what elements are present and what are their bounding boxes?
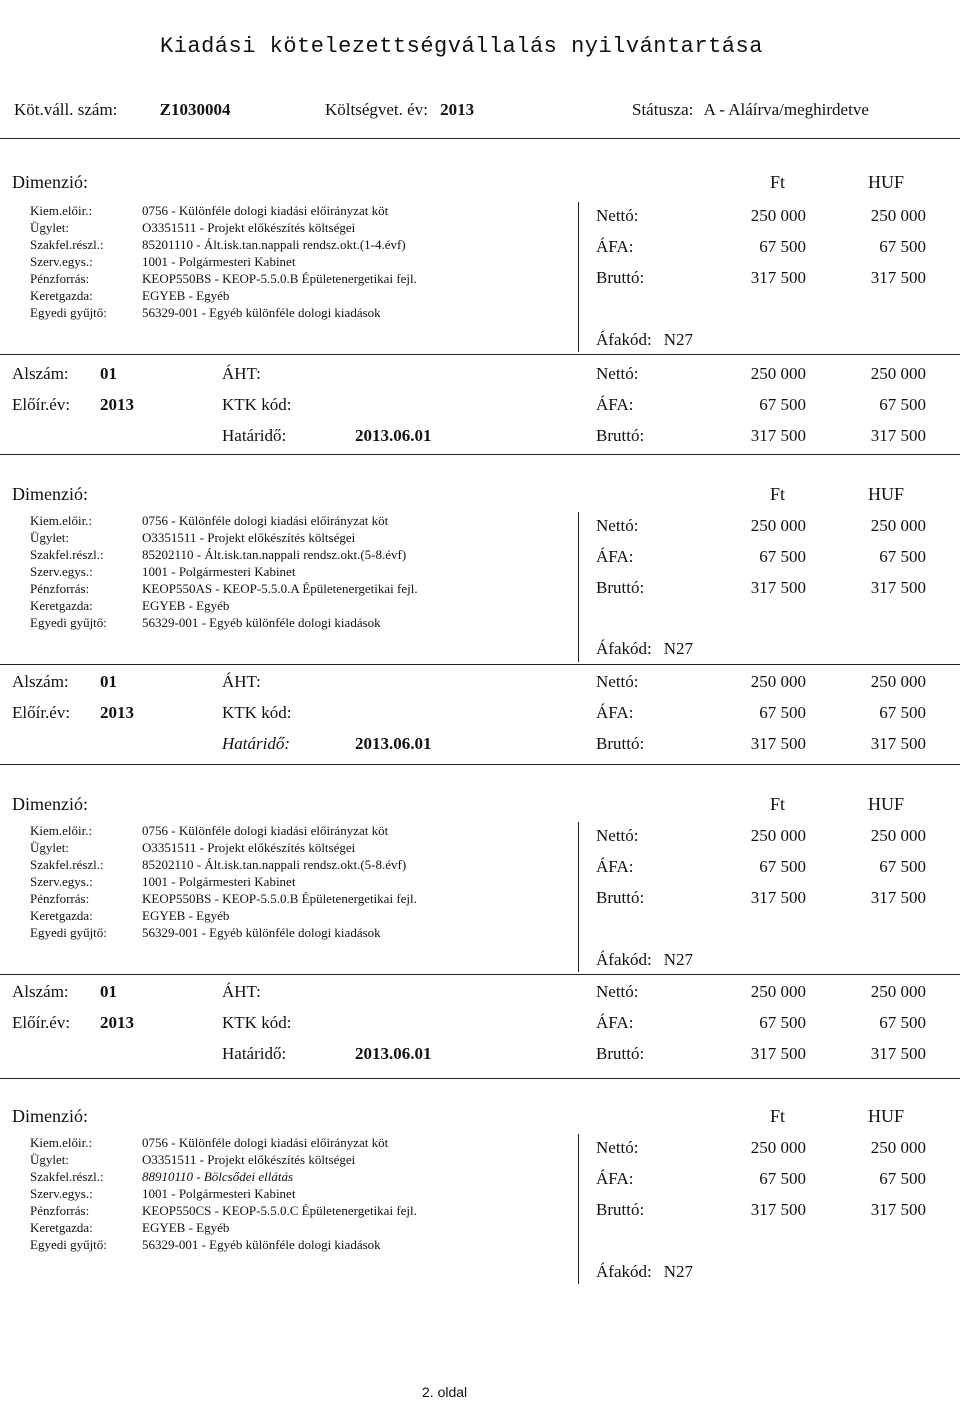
afakod-field xyxy=(596,639,693,659)
field-row-szakfel xyxy=(30,236,417,253)
field-text: 250 000 xyxy=(870,205,926,225)
section-mid-rule xyxy=(0,974,960,975)
field-text: ÁFA: xyxy=(596,1168,634,1188)
field-text: 250 000 xyxy=(870,363,926,383)
field-text: 67 500 xyxy=(879,236,926,256)
field-text: Áfakód: xyxy=(596,639,652,658)
field-row-egyedi xyxy=(30,304,417,321)
ktk-label: KTK kód: xyxy=(222,703,292,722)
field-text: 317 500 xyxy=(870,1199,926,1219)
afakod-field xyxy=(596,950,693,970)
field-text: Egyedi gyűjtő: xyxy=(30,925,107,940)
ft-header: Ft xyxy=(770,1106,786,1126)
field-text: Nettó: xyxy=(596,1137,639,1157)
field-text: 250 000 xyxy=(870,671,926,691)
afa-row xyxy=(596,231,926,262)
afakod-field xyxy=(596,1262,693,1282)
field-text: Bruttó: xyxy=(596,267,645,287)
field-text: Szerv.egys.: xyxy=(30,874,93,889)
hatarido-value: 2013.06.01 xyxy=(355,734,432,753)
field-row-ugylet xyxy=(30,529,418,546)
brutto-row xyxy=(596,572,926,603)
field-text: Keretgazda: xyxy=(30,908,93,923)
field-text: 250 000 xyxy=(870,825,926,845)
field-text: 250 000 xyxy=(750,981,806,1001)
totals-block xyxy=(596,1132,926,1225)
section-divider-line xyxy=(578,512,579,662)
field-text: 317 500 xyxy=(870,577,926,597)
field-text: Szakfel.részl.: xyxy=(30,857,104,872)
netto-row xyxy=(596,200,926,231)
field-text: EGYEB - Egyéb xyxy=(142,1220,230,1235)
field-text: 317 500 xyxy=(750,1199,806,1219)
field-text: 67 500 xyxy=(759,1012,806,1032)
field-row-szakfel xyxy=(30,856,417,873)
field-text: 0756 - Különféle dologi kiadási előirányzat köt xyxy=(142,513,389,528)
field-text: 317 500 xyxy=(750,1043,806,1063)
kotvall-field xyxy=(14,100,231,120)
field-text: Szerv.egys.: xyxy=(30,564,93,579)
field-row-keret xyxy=(30,1219,417,1236)
field-text: Pénzforrás: xyxy=(30,891,90,906)
field-text: KEOP550AS - KEOP-5.5.0.A Épületenergetikai fejl. xyxy=(142,581,418,596)
field-text: Bruttó: xyxy=(596,733,645,753)
field-text: Keretgazda: xyxy=(30,598,93,613)
field-text: Egyedi gyűjtő: xyxy=(30,305,107,320)
field-text: 1001 - Polgármesteri Kabinet xyxy=(142,254,296,269)
field-text: 67 500 xyxy=(879,546,926,566)
field-text: Nettó: xyxy=(596,981,639,1001)
field-text: Szakfel.részl.: xyxy=(30,547,104,562)
field-text: Keretgazda: xyxy=(30,1220,93,1235)
afa-row xyxy=(596,851,926,882)
field-text: Ügylet: xyxy=(30,530,69,545)
field-text: Szerv.egys.: xyxy=(30,1186,93,1201)
field-text: O3351511 - Projekt előkészítés költségei xyxy=(142,840,356,855)
alszam-label: Alszám: xyxy=(12,672,69,691)
eloir-value: 2013 xyxy=(100,395,134,414)
section-divider-line xyxy=(578,202,579,352)
aht-label: ÁHT: xyxy=(222,364,261,383)
totals-block xyxy=(596,510,926,603)
eloir-label: Előír.év: xyxy=(12,1013,71,1032)
page-number: 2. oldal xyxy=(422,1384,468,1400)
field-text: Keretgazda: xyxy=(30,288,93,303)
field-text: Bruttó: xyxy=(596,1199,645,1219)
field-text: Pénzforrás: xyxy=(30,581,90,596)
field-text: Kiem.előir.: xyxy=(30,203,93,218)
field-text: 317 500 xyxy=(870,425,926,445)
field-text: Szakfel.részl.: xyxy=(30,1169,104,1184)
status-label: Státusza: xyxy=(632,100,694,119)
field-text: 1001 - Polgármesteri Kabinet xyxy=(142,1186,296,1201)
field-text: N27 xyxy=(663,639,693,658)
ft-header: Ft xyxy=(770,794,786,814)
field-row-szerv xyxy=(30,873,417,890)
alszam-value: 01 xyxy=(100,982,117,1001)
field-text: 250 000 xyxy=(750,363,806,383)
field-text: 67 500 xyxy=(759,546,806,566)
field-text: 317 500 xyxy=(750,887,806,907)
field-text: Áfakód: xyxy=(596,950,652,969)
field-text: 67 500 xyxy=(879,702,926,722)
eloir-value: 2013 xyxy=(100,703,134,722)
field-text: EGYEB - Egyéb xyxy=(142,908,230,923)
field-text: 0756 - Különféle dologi kiadási előirányzat köt xyxy=(142,823,389,838)
page-title: Kiadási kötelezettségvállalás nyilvántartása xyxy=(160,34,763,59)
field-text: ÁFA: xyxy=(596,394,634,414)
field-text: O3351511 - Projekt előkészítés költségei xyxy=(142,220,356,235)
field-text: Nettó: xyxy=(596,671,639,691)
field-row-penz xyxy=(30,580,418,597)
field-text: 250 000 xyxy=(870,981,926,1001)
field-text: 67 500 xyxy=(759,394,806,414)
field-text: 67 500 xyxy=(879,856,926,876)
hatarido-label: Határidő: xyxy=(222,1044,287,1063)
ktk-label: KTK kód: xyxy=(222,395,292,414)
status-value: A - Aláírva/meghirdetve xyxy=(703,100,869,119)
field-row-ugylet xyxy=(30,219,417,236)
field-text: Nettó: xyxy=(596,515,639,535)
section-mid-rule xyxy=(0,664,960,665)
eloir-value: 2013 xyxy=(100,1013,134,1032)
field-text: 67 500 xyxy=(759,1168,806,1188)
detail-totals xyxy=(596,666,926,759)
field-text: 250 000 xyxy=(870,1137,926,1157)
kotvall-value: Z1030004 xyxy=(159,100,231,119)
field-text: 56329-001 - Egyéb különféle dologi kiadások xyxy=(142,925,381,940)
field-text: 1001 - Polgármesteri Kabinet xyxy=(142,874,296,889)
dimension-fields xyxy=(30,512,418,631)
field-text: Szakfel.részl.: xyxy=(30,237,104,252)
eloir-label: Előír.év: xyxy=(12,703,71,722)
field-text: N27 xyxy=(663,1262,693,1281)
field-text: 67 500 xyxy=(759,236,806,256)
koltsegvet-label: Költségvet. év: xyxy=(325,100,428,119)
field-text: Áfakód: xyxy=(596,330,652,349)
field-text: 85201110 - Ált.isk.tan.nappali rendsz.okt.(1-4.évf) xyxy=(142,237,406,252)
field-text: KEOP550BS - KEOP-5.5.0.B Épületenergetikai fejl. xyxy=(142,891,417,906)
field-text: Ügylet: xyxy=(30,840,69,855)
dimenzio-label: Dimenzió: xyxy=(12,794,88,814)
field-row-keret xyxy=(30,287,417,304)
field-text: Áfakód: xyxy=(596,1262,652,1281)
alszam-label: Alszám: xyxy=(12,982,69,1001)
afa-row xyxy=(596,541,926,572)
field-text: EGYEB - Egyéb xyxy=(142,598,230,613)
brutto-row xyxy=(596,1194,926,1225)
field-row-szerv xyxy=(30,1185,417,1202)
field-text: Bruttó: xyxy=(596,577,645,597)
kotvall-label: Köt.váll. szám: xyxy=(14,100,118,119)
field-text: 317 500 xyxy=(750,577,806,597)
field-text: 56329-001 - Egyéb különféle dologi kiadások xyxy=(142,1237,381,1252)
dimenzio-label: Dimenzió: xyxy=(12,484,88,504)
netto-row xyxy=(596,820,926,851)
field-row-penz xyxy=(30,270,417,287)
field-text: ÁFA: xyxy=(596,1012,634,1032)
field-text: ÁFA: xyxy=(596,546,634,566)
section-end-rule xyxy=(0,454,960,455)
field-text: EGYEB - Egyéb xyxy=(142,288,230,303)
netto-row xyxy=(596,510,926,541)
field-text: 250 000 xyxy=(870,515,926,535)
dimension-fields xyxy=(30,822,417,941)
field-text: Pénzforrás: xyxy=(30,271,90,286)
field-row-keret xyxy=(30,597,418,614)
koltsegvet-field xyxy=(325,100,474,120)
section-end-rule xyxy=(0,764,960,765)
field-text: 317 500 xyxy=(870,733,926,753)
field-row-szakfel xyxy=(30,1168,417,1185)
field-row-kiem xyxy=(30,1134,417,1151)
field-text: 85202110 - Ált.isk.tan.nappali rendsz.okt.(5-8.évf) xyxy=(142,857,407,872)
field-text: Nettó: xyxy=(596,205,639,225)
field-text: Egyedi gyűjtő: xyxy=(30,1237,107,1252)
dimenzio-label: Dimenzió: xyxy=(12,1106,88,1126)
field-text: Nettó: xyxy=(596,363,639,383)
section-divider-line xyxy=(578,1134,579,1284)
field-text: 317 500 xyxy=(870,267,926,287)
field-text: Kiem.előir.: xyxy=(30,513,93,528)
field-text: 250 000 xyxy=(750,515,806,535)
field-row-szerv xyxy=(30,563,418,580)
field-row-kiem xyxy=(30,202,417,219)
field-text: Egyedi gyűjtő: xyxy=(30,615,107,630)
detail-totals xyxy=(596,976,926,1069)
field-text: KEOP550BS - KEOP-5.5.0.B Épületenergetikai fejl. xyxy=(142,271,417,286)
aht-label: ÁHT: xyxy=(222,672,261,691)
hatarido-value: 2013.06.01 xyxy=(355,426,432,445)
field-text: N27 xyxy=(663,950,693,969)
totals-block xyxy=(596,820,926,913)
field-text: Kiem.előir.: xyxy=(30,823,93,838)
field-row-penz xyxy=(30,1202,417,1219)
field-text: 56329-001 - Egyéb különféle dologi kiadások xyxy=(142,305,381,320)
field-text: Bruttó: xyxy=(596,887,645,907)
field-row-kiem xyxy=(30,822,417,839)
field-row-ugylet xyxy=(30,1151,417,1168)
ft-header: Ft xyxy=(770,172,786,192)
hatarido-label: Határidő: xyxy=(222,734,290,753)
dimension-fields xyxy=(30,1134,417,1253)
section-end-rule xyxy=(0,1078,960,1079)
field-text: 250 000 xyxy=(750,671,806,691)
field-text: N27 xyxy=(663,330,693,349)
dimension-fields xyxy=(30,202,417,321)
field-text: 317 500 xyxy=(750,425,806,445)
eloir-label: Előír.év: xyxy=(12,395,71,414)
field-text: Bruttó: xyxy=(596,425,645,445)
huf-header: HUF xyxy=(868,484,905,504)
field-text: 85202110 - Ált.isk.tan.nappali rendsz.okt.(5-8.évf) xyxy=(142,547,407,562)
field-text: ÁFA: xyxy=(596,236,634,256)
koltsegvet-value: 2013 xyxy=(440,100,475,119)
field-text: 317 500 xyxy=(750,267,806,287)
field-text: 67 500 xyxy=(759,856,806,876)
hatarido-value: 2013.06.01 xyxy=(355,1044,432,1063)
field-text: Kiem.előir.: xyxy=(30,1135,93,1150)
field-text: 250 000 xyxy=(750,1137,806,1157)
netto-row xyxy=(596,1132,926,1163)
alszam-value: 01 xyxy=(100,364,117,383)
field-text: 88910110 - Bölcsődei ellátás xyxy=(142,1169,294,1184)
field-text: Pénzforrás: xyxy=(30,1203,90,1218)
header-divider xyxy=(0,138,960,139)
field-text: O3351511 - Projekt előkészítés költségei xyxy=(142,1152,356,1167)
huf-header: HUF xyxy=(868,172,905,192)
field-text: Ügylet: xyxy=(30,220,69,235)
section-mid-rule xyxy=(0,354,960,355)
field-text: KEOP550CS - KEOP-5.5.0.C Épületenergetikai fejl. xyxy=(142,1203,417,1218)
field-row-egyedi xyxy=(30,614,418,631)
detail-totals xyxy=(596,358,926,451)
field-text: O3351511 - Projekt előkészítés költségei xyxy=(142,530,356,545)
aht-label: ÁHT: xyxy=(222,982,261,1001)
field-text: 250 000 xyxy=(750,205,806,225)
field-text: 67 500 xyxy=(879,394,926,414)
field-row-szakfel xyxy=(30,546,418,563)
section-divider-line xyxy=(578,822,579,972)
field-text: 56329-001 - Egyéb különféle dologi kiadások xyxy=(142,615,381,630)
field-text: Szerv.egys.: xyxy=(30,254,93,269)
huf-header: HUF xyxy=(868,794,905,814)
field-text: 0756 - Különféle dologi kiadási előirányzat köt xyxy=(142,203,389,218)
alszam-label: Alszám: xyxy=(12,364,69,383)
field-text: 67 500 xyxy=(879,1012,926,1032)
field-text: Ügylet: xyxy=(30,1152,69,1167)
field-row-keret xyxy=(30,907,417,924)
field-text: ÁFA: xyxy=(596,856,634,876)
ktk-label: KTK kód: xyxy=(222,1013,292,1032)
field-row-penz xyxy=(30,890,417,907)
field-row-egyedi xyxy=(30,924,417,941)
field-row-egyedi xyxy=(30,1236,417,1253)
field-text: Nettó: xyxy=(596,825,639,845)
ft-header: Ft xyxy=(770,484,786,504)
field-text: 67 500 xyxy=(879,1168,926,1188)
hatarido-label: Határidő: xyxy=(222,426,287,445)
field-row-kiem xyxy=(30,512,418,529)
field-text: 317 500 xyxy=(870,1043,926,1063)
status-field xyxy=(632,100,869,120)
totals-block xyxy=(596,200,926,293)
field-row-szerv xyxy=(30,253,417,270)
alszam-value: 01 xyxy=(100,672,117,691)
field-text: ÁFA: xyxy=(596,702,634,722)
field-text: 250 000 xyxy=(750,825,806,845)
field-text: Bruttó: xyxy=(596,1043,645,1063)
huf-header: HUF xyxy=(868,1106,905,1126)
field-row-ugylet xyxy=(30,839,417,856)
afakod-field xyxy=(596,330,693,350)
field-text: 67 500 xyxy=(759,702,806,722)
field-text: 0756 - Különféle dologi kiadási előirányzat köt xyxy=(142,1135,389,1150)
brutto-row xyxy=(596,262,926,293)
dimenzio-label: Dimenzió: xyxy=(12,172,88,192)
brutto-row xyxy=(596,882,926,913)
field-text: 1001 - Polgármesteri Kabinet xyxy=(142,564,296,579)
field-text: 317 500 xyxy=(870,887,926,907)
field-text: 317 500 xyxy=(750,733,806,753)
afa-row xyxy=(596,1163,926,1194)
